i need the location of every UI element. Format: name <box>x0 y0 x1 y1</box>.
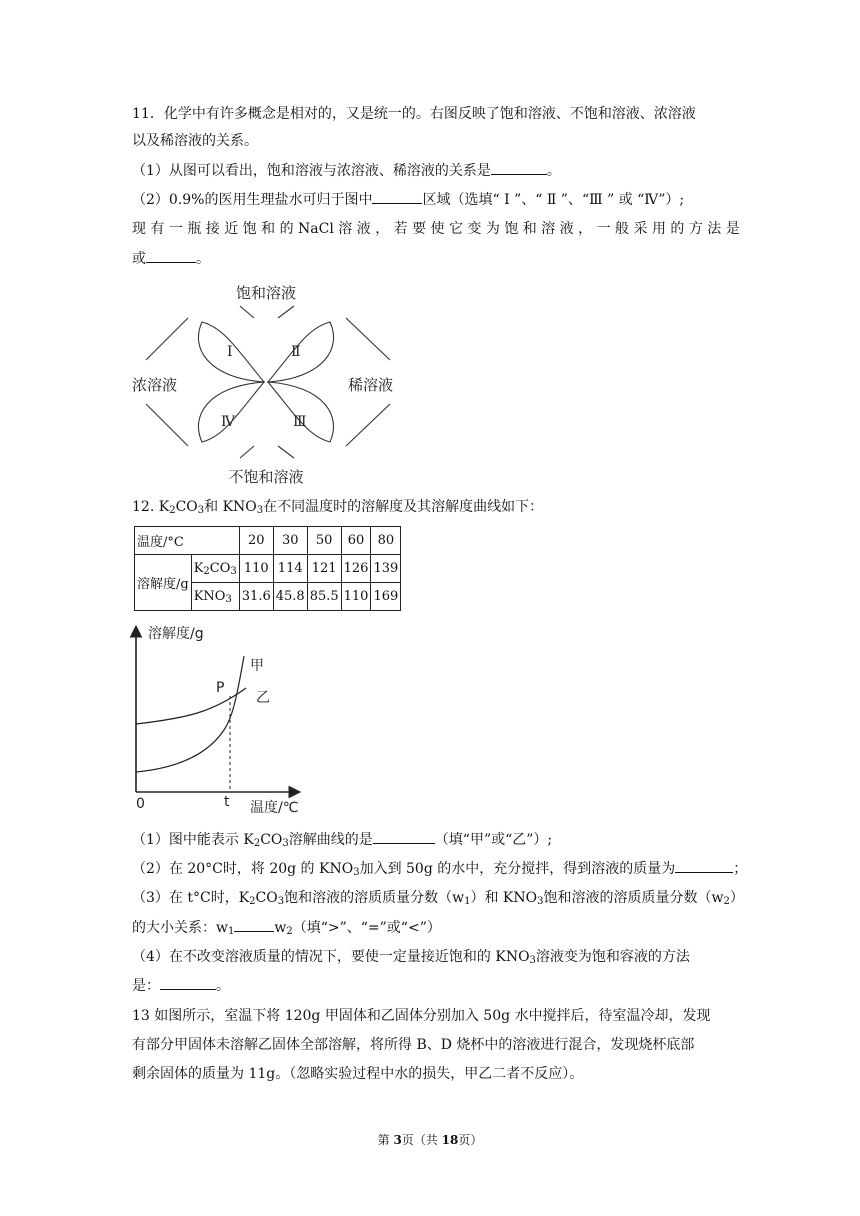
q12-text: （4）在不改变溶液质量的情况下，要使一定量接近饱和的 KNO <box>132 949 530 965</box>
k2co3-cell: 114 <box>273 555 307 583</box>
page-footer <box>0 1132 860 1148</box>
cell-text: CO <box>209 561 231 576</box>
q12-text: w <box>274 920 287 936</box>
answer-blank[interactable] <box>373 831 435 844</box>
kno3-cell: 169 <box>371 583 401 611</box>
q12-text: （3）在 t°C时，K <box>132 890 250 906</box>
subscript: 1 <box>464 896 471 907</box>
q12-text: （1）图中能表示 K <box>132 832 254 848</box>
q12-text: 。 <box>216 978 230 994</box>
k2co3-cell: 121 <box>307 555 341 583</box>
table-row <box>135 555 401 583</box>
q11-part1-end: 。 <box>546 163 561 179</box>
q12-text: 的大小关系：w <box>132 920 228 936</box>
q12-text: ） <box>729 890 744 906</box>
table-row <box>135 527 401 555</box>
footer-text: 页（共 <box>401 1133 442 1147</box>
k2co3-cell: 110 <box>239 555 273 583</box>
t-label: t <box>224 794 230 810</box>
q12-s3 <box>132 888 744 908</box>
kno3-cell: 45.8 <box>273 583 307 611</box>
q12-text: 和 KNO <box>204 499 257 515</box>
subscript: 3 <box>537 896 544 907</box>
petal-2 <box>268 322 334 382</box>
q12-text: ； <box>733 861 748 877</box>
q12-text: 饱和溶液的溶质质量分数（w <box>284 890 465 906</box>
kno3-cell: 85.5 <box>307 583 341 611</box>
subscript: 3 <box>197 505 205 516</box>
temp-header: 温度/°C <box>135 527 240 555</box>
q12-text: 溶液变为饱和容液的方法 <box>535 949 690 965</box>
kno3-name <box>191 583 239 611</box>
region-1: Ⅰ <box>227 344 233 360</box>
q12-text: 加入到 50g 的水中，充分搅拌，得到溶液的质量为 <box>359 861 676 877</box>
petal-3 <box>268 382 334 442</box>
page-number: 3 <box>393 1133 402 1147</box>
q12-text: CO <box>260 832 283 848</box>
q12-text: （填“>”、“=”或“<”） <box>292 920 441 936</box>
k2co3-cell: 126 <box>341 555 371 583</box>
solubility-header: 溶解度/g <box>135 555 192 611</box>
q12-intro <box>132 497 543 517</box>
label-unsaturated: 不饱和溶液 <box>228 468 304 486</box>
subscript: 2 <box>253 838 261 849</box>
q12-s3-line2 <box>132 918 441 938</box>
q11-part1-text: （1）从图可以看出，饱和溶液与浓溶液、稀溶液的关系是 <box>132 163 491 179</box>
kno3-cell: 110 <box>341 583 371 611</box>
total-pages: 18 <box>441 1133 459 1147</box>
footer-text: 页） <box>458 1133 483 1147</box>
q12-text: （2）在 20°C时，将 20g 的 KNO <box>132 861 354 877</box>
subscript: 3 <box>225 594 232 605</box>
subscript: 3 <box>256 505 264 516</box>
answer-blank[interactable] <box>491 162 547 175</box>
q12-text: （填“甲”或“乙”）; <box>434 832 553 848</box>
k2co3-name <box>191 555 239 583</box>
solubility-table <box>134 526 401 611</box>
q11-end: 。 <box>196 251 210 267</box>
subscript: 2 <box>169 505 176 516</box>
region-4: Ⅳ <box>221 414 235 430</box>
answer-blank[interactable] <box>372 191 422 204</box>
temp-cell: 60 <box>341 527 371 555</box>
subscript: 1 <box>227 926 235 937</box>
q12-s2 <box>132 859 747 879</box>
yi-label: 乙 <box>256 690 270 706</box>
q11-part2-text: （2）0.9%的医用生理盐水可归于图中 <box>132 192 373 208</box>
cell-text: KNO <box>193 589 226 604</box>
subscript: 3 <box>277 896 285 907</box>
temp-cell: 50 <box>307 527 341 555</box>
q11-or: 或 <box>132 251 146 267</box>
temp-cell: 80 <box>371 527 401 555</box>
temp-cell: 30 <box>273 527 307 555</box>
label-dilute: 稀溶液 <box>348 376 394 394</box>
label-concentrated: 浓溶液 <box>132 376 178 394</box>
subscript: 3 <box>353 867 360 878</box>
footer-text: 第 <box>377 1133 394 1147</box>
q13-line1: 13 如图所示，室温下将 120g 甲固体和乙固体分别加入 50g 水中搅拌后，待室温冷却，发现 <box>132 1008 711 1024</box>
x-axis-label: 温度/℃ <box>250 800 299 816</box>
q12-s1 <box>132 830 552 850</box>
subscript: 2 <box>249 896 256 907</box>
answer-blank[interactable] <box>234 919 274 932</box>
answer-blank[interactable] <box>146 250 196 263</box>
subscript: 3 <box>230 566 237 577</box>
q12-text: 是： <box>132 978 160 994</box>
temp-cell: 20 <box>239 527 273 555</box>
cell-text: K <box>193 561 204 576</box>
jia-label: 甲 <box>250 658 264 674</box>
q11-part1 <box>132 161 561 181</box>
subscript: 2 <box>203 566 210 577</box>
y-axis-label: 溶解度/g <box>148 626 204 642</box>
q12-s4 <box>132 947 690 967</box>
kno3-cell: 31.6 <box>239 583 273 611</box>
solution-relationship-diagram <box>128 278 408 486</box>
answer-blank[interactable] <box>675 860 733 873</box>
answer-blank[interactable] <box>160 977 216 990</box>
subscript: 3 <box>282 838 289 849</box>
region-2: Ⅱ <box>291 344 301 360</box>
q12-text: 12. K <box>132 499 170 515</box>
solubility-curve-graph <box>128 622 308 818</box>
q11-part2-line2: 现 有 一 瓶 接 近 饱 和 的 NaCl 溶 液 ， 若 要 使 它 变 为 饱 和 溶 液 ， 一 般 采 用 的 方 法 是 <box>132 221 740 237</box>
q12-text: 饱和溶液的溶质质量分数（w <box>543 890 724 906</box>
q11-part2-line3 <box>132 249 210 269</box>
q12-text: 溶解曲线的是 <box>288 832 373 848</box>
q11-line2: 以及稀溶液的关系。 <box>132 133 258 149</box>
subscript: 2 <box>286 926 293 937</box>
q12-text: CO <box>255 890 278 906</box>
q11-part2 <box>132 190 684 210</box>
q13-line2: 有部分甲固体未溶解乙固体全部溶解，将所得 B、D 烧杯中的溶液进行混合，发现烧杯底部 <box>132 1037 695 1053</box>
q11-part2-rest: 区域（选填“ Ⅰ ”、“ Ⅱ ”、“Ⅲ ” 或 “Ⅳ”）; <box>422 192 685 208</box>
q12-s4-line2 <box>132 976 230 996</box>
petal-4 <box>198 382 264 442</box>
q12-text: CO <box>175 499 198 515</box>
label-saturated: 饱和溶液 <box>235 284 297 302</box>
k2co3-cell: 139 <box>371 555 401 583</box>
q12-text: 在不同温度时的溶解度及其溶解度曲线如下： <box>263 499 544 515</box>
curve-jia <box>136 656 244 772</box>
q11-line1: 11．化学中有许多概念是相对的，又是统一的。右图反映了饱和溶液、不饱和溶液、浓溶液 <box>132 106 696 122</box>
q13-line3: 剩余固体的质量为 11g。（忽略实验过程中水的损失，甲乙二者不反应）。 <box>132 1066 584 1082</box>
q12-text: ）和 KNO <box>470 890 538 906</box>
subscript: 2 <box>723 896 730 907</box>
subscript: 3 <box>529 955 536 966</box>
p-label: P <box>216 680 225 696</box>
origin-label: 0 <box>136 796 145 812</box>
region-3: Ⅲ <box>293 414 307 430</box>
